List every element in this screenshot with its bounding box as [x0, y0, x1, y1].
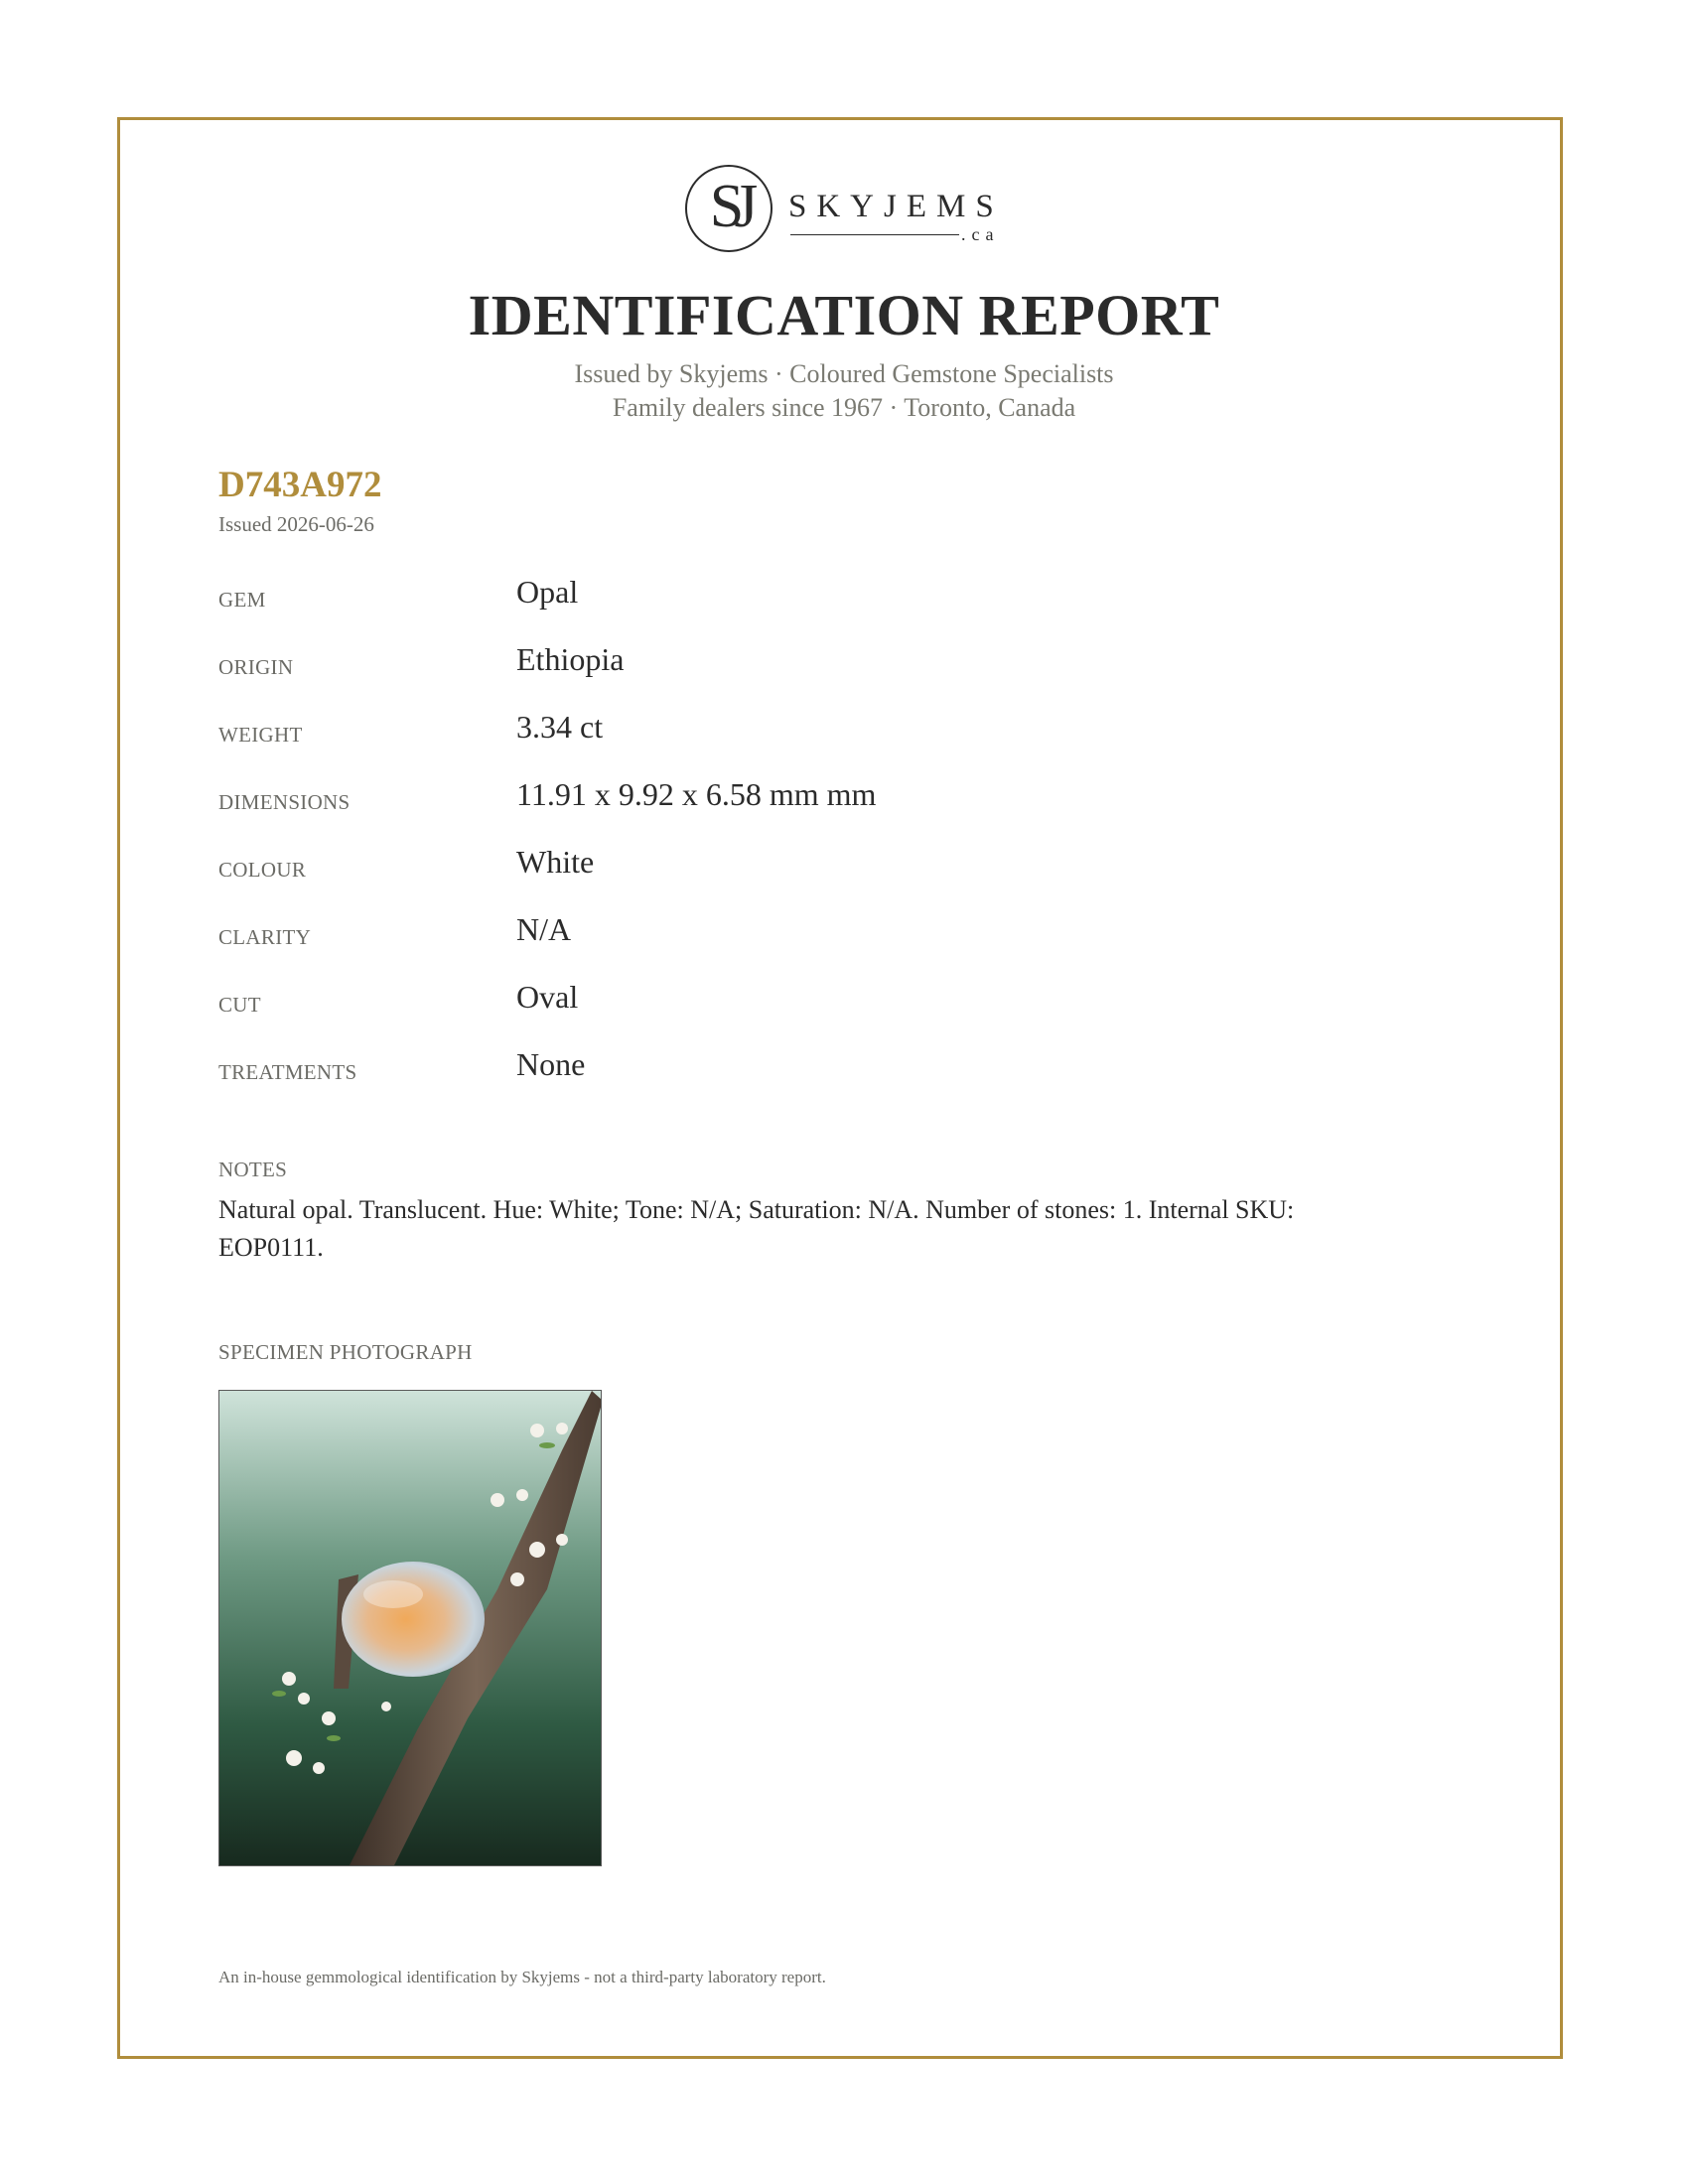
notes-heading: NOTES: [218, 1158, 288, 1181]
field-value: Opal: [516, 574, 579, 610]
issuer-history-line: Family dealers since 1967 · Toronto, Canada: [612, 393, 1076, 422]
field-label: CLARITY: [218, 925, 312, 949]
field-value: Oval: [516, 979, 579, 1015]
issue-date: Issued 2026-06-26: [218, 512, 374, 536]
field-value: White: [516, 844, 595, 880]
logo-monogram: SJ: [709, 173, 749, 240]
field-label: CUT: [218, 993, 261, 1017]
field-label: DIMENSIONS: [218, 790, 351, 814]
field-label: GEM: [218, 588, 266, 612]
field-row-gem: [218, 574, 1470, 641]
field-label: ORIGIN: [218, 655, 294, 679]
issuer-line: Issued by Skyjems · Coloured Gemstone Specialists: [574, 359, 1114, 388]
logo-wordmark: SKYJEMS: [788, 189, 1004, 224]
report-title: IDENTIFICATION REPORT: [468, 283, 1220, 347]
logo-domain-suffix: .ca: [961, 224, 1000, 244]
skyjems-logo: [685, 165, 1013, 264]
gem-details-table: [218, 574, 1470, 1114]
field-row-weight: [218, 709, 1470, 776]
field-value: N/A: [516, 911, 572, 947]
field-row-cut: [218, 979, 1470, 1046]
field-row-clarity: [218, 911, 1470, 979]
field-row-colour: [218, 844, 1470, 911]
field-label: TREATMENTS: [218, 1060, 357, 1084]
field-row-dimensions: [218, 776, 1470, 844]
report-number: D743A972: [218, 465, 382, 505]
field-label: WEIGHT: [218, 723, 303, 747]
field-row-treatments: [218, 1046, 1470, 1114]
disclaimer-footer: An in-house gemmological identification by Skyjems - not a third-party laboratory report.: [218, 1968, 826, 1986]
field-value: 3.34 ct: [516, 709, 604, 745]
notes-text: Natural opal. Translucent. Hue: White; Tone: N/A; Saturation: N/A. Number of stones: 1. Internal SKU: EOP0111.: [218, 1195, 1295, 1262]
field-value: 11.91 x 9.92 x 6.58 mm mm: [516, 776, 877, 812]
field-label: COLOUR: [218, 858, 307, 882]
field-value: None: [516, 1046, 586, 1082]
field-row-origin: [218, 641, 1470, 709]
photo-heading: SPECIMEN PHOTOGRAPH: [218, 1340, 473, 1364]
specimen-photo: [218, 1390, 602, 1866]
logo-underline: [790, 234, 959, 235]
field-value: Ethiopia: [516, 641, 625, 677]
